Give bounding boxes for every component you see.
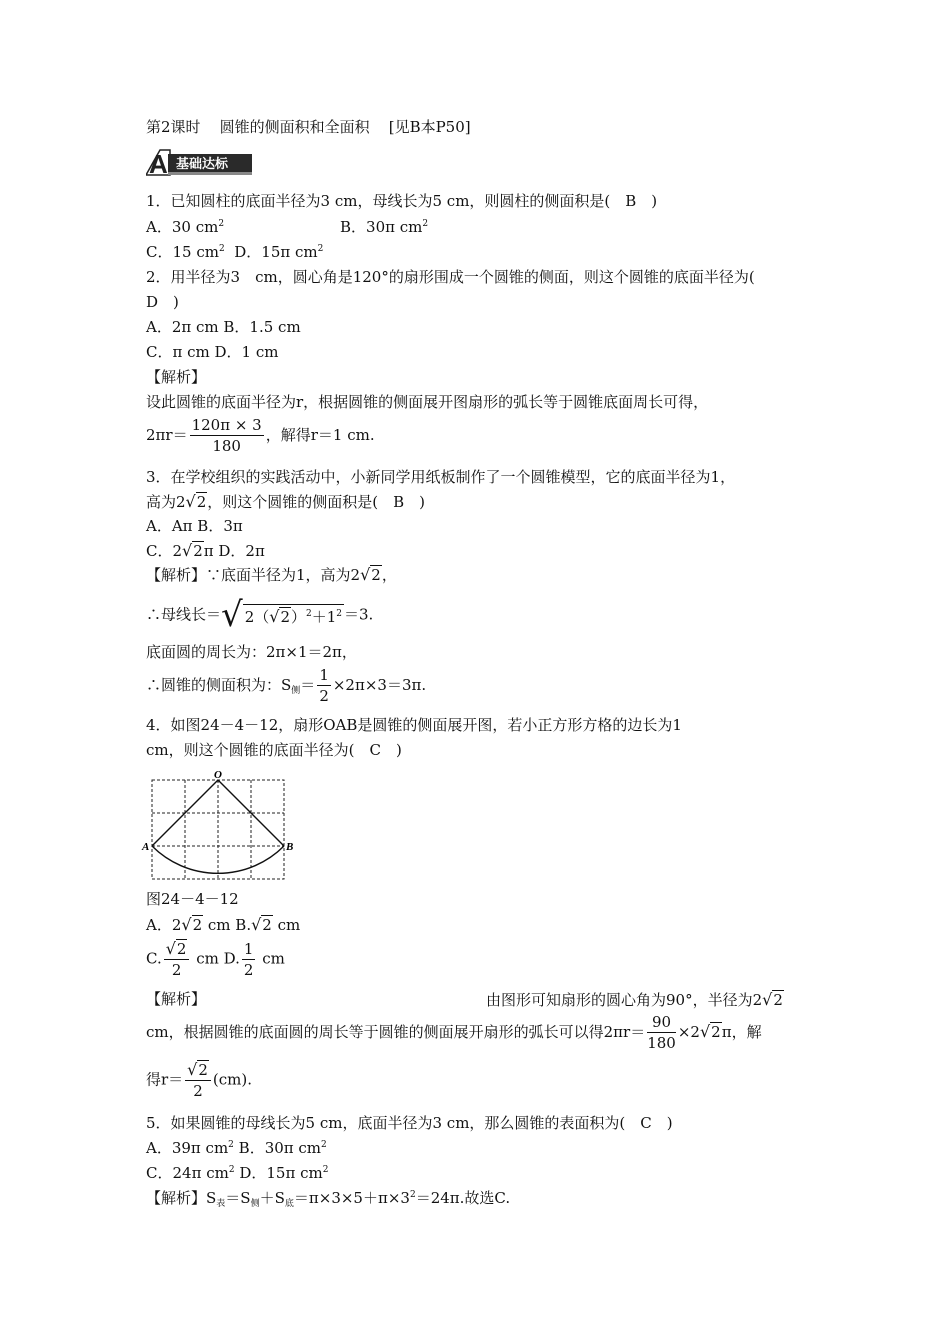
q4-analysis-label: 【解析】	[146, 990, 207, 1008]
q1-stem: 1．已知圆柱的底面半径为3 cm，母线长为5 cm，则圆柱的侧面积是( B )	[146, 192, 658, 210]
point-o-label: O	[214, 769, 222, 781]
q1-option-b: B．30π $cm^2$	[340, 218, 429, 236]
q2-options-cd: C．π cm D．1 cm	[146, 343, 279, 361]
point-b-label: B	[286, 841, 294, 853]
point-a-label: A	[142, 841, 150, 853]
q2-analysis-equation: 2πr＝ $\frac{120\pi \times 3}{180}$ ，解得r＝1 cm.	[146, 416, 375, 455]
lesson-title: 圆锥的侧面积和全面积	[219, 118, 370, 136]
book-reference: [见B本P50]	[388, 118, 471, 136]
q2-analysis-label: 【解析】	[146, 368, 207, 386]
lesson-header	[146, 120, 471, 135]
q3-stem-line2: 高为2√2，则这个圆锥的侧面积是( B )	[146, 492, 426, 511]
figure-caption: 图24－4－12	[146, 890, 239, 908]
q4-analysis-line3: 得r＝ $\frac{√2}{2}$ (cm).	[146, 1060, 253, 1100]
q3-stem-line1: 3．在学校组织的实践活动中，小新同学用纸板制作了一个圆锥模型，它的底面半径为1，	[146, 468, 736, 486]
q2-stem: 2．用半径为3 cm，圆心角是120°的扇形围成一个圆锥的侧面，则这个圆锥的底面半径为(	[146, 268, 755, 286]
q2-analysis-text: 设此圆锥的底面半径为r，根据圆锥的侧面展开图扇形的弧长等于圆锥底面周长可得，	[146, 393, 709, 411]
q2-options-ab: A．2π cm B．1.5 cm	[146, 318, 301, 336]
q4-stem-line2: cm，则这个圆锥的底面半径为( C )	[146, 741, 402, 759]
badge-text: 基础达标	[176, 157, 229, 172]
q1-options-cd: C．15 $cm^2$ D．15π $cm^2$	[146, 243, 324, 261]
lesson-number: 第2课时	[146, 118, 201, 136]
q5-analysis: 【解析】$S_表=S_侧+S_底=\pi\times 3\times 5+\pi\times 3^2=24\pi$.故选C.	[146, 1189, 511, 1209]
grid-lines	[152, 780, 284, 879]
q2-answer: D )	[146, 293, 179, 311]
sector-figure	[140, 768, 300, 886]
badge-letter: A	[149, 149, 168, 176]
q5-stem: 5．如果圆锥的母线长为5 cm，底面半径为3 cm，那么圆锥的表面积为( C )	[146, 1114, 673, 1132]
q3-analysis-line4: ∴圆锥的侧面积为：$S_侧=$ $\frac{1}{2}$ ×2π×3＝3π.	[146, 666, 427, 705]
q3-analysis-line1: 【解析】∵底面半径为1，高为2√2，	[146, 565, 397, 584]
q4-options-ab: A．2√2 cm B.√2 cm	[146, 915, 301, 934]
q3-analysis-line2: ∴母线长＝√ $2(√2)^2+1^2 =3$.	[146, 595, 374, 635]
q4-analysis-line2: cm，根据圆锥的底面圆的周长等于圆锥的侧面展开扇形的弧长可以得2πr＝ $\frac{90}{180}$ ×2√2π，解	[146, 1013, 762, 1052]
q3-options-cd: C．2√2π D．2π	[146, 541, 265, 560]
q4-stem-line1: 4．如图24－4－12，扇形OAB是圆锥的侧面展开图，若小正方形方格的边长为1	[146, 716, 682, 734]
q5-options-cd: C．24π $cm^2$ D．15π $cm^2$	[146, 1164, 329, 1182]
section-badge	[146, 148, 252, 176]
q1-option-a: A．30 $cm^2$	[146, 218, 225, 236]
q5-options-ab: A．39π $cm^2$ B．30π $cm^2$	[146, 1139, 327, 1157]
q4-analysis-line1: 由图形可知扇形的圆心角为90°，半径为2√2	[486, 990, 783, 1009]
q3-analysis-line3: 底面圆的周长为：2π×1＝2π，	[146, 643, 357, 661]
q3-options-ab: A．Aπ B．3π	[146, 517, 243, 535]
q4-options-cd: C. $\frac{√2}{2}$ cm D. $\frac{1}{2}$ cm	[146, 939, 285, 979]
